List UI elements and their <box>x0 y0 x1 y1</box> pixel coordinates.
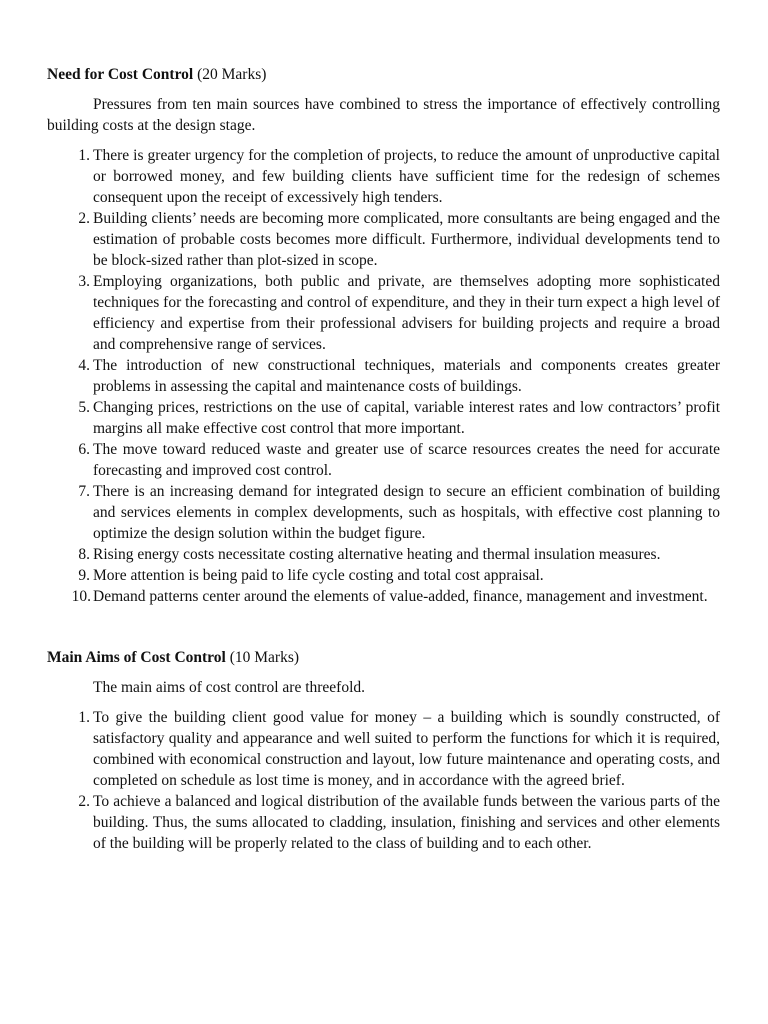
list-item <box>47 439 720 481</box>
list-item-number: 4. <box>78 357 90 374</box>
list-item-text: The introduction of new constructional techniques, materials and components creates greater problems in assessing the capital and maintenance costs of buildings. <box>93 357 720 395</box>
list-item-number: 1. <box>78 147 90 164</box>
list-item-text: Changing prices, restrictions on the use of capital, variable interest rates and low contractors’ profit margins all make effective cost control that more important. <box>93 399 720 437</box>
list-item <box>47 271 720 355</box>
list-item <box>47 481 720 544</box>
list-item <box>47 355 720 397</box>
list-item-text: Employing organizations, both public and private, are themselves adopting more sophisticated techniques for the forecasting and control of expenditure, and they in their turn expect a high level of efficiency and expertise from their professional advisers for building projects and require a broad and comprehensive range of services. <box>93 273 720 353</box>
list-item <box>47 145 720 208</box>
list-item-text: Building clients’ needs are becoming more complicated, more consultants are being engaged and the estimation of probable costs becomes more difficult. Furthermore, individual developments tend to be block-sized rather than plot-sized in scope. <box>93 210 720 269</box>
list-item-number: 8. <box>78 546 90 563</box>
list-item-text: There is greater urgency for the completion of projects, to reduce the amount of unproductive capital or borrowed money, and few building clients have sufficient time for the redesign of schemes consequent upon the receipt of excessively high tenders. <box>93 147 720 206</box>
list-item-text: To give the building client good value for money – a building which is soundly constructed, of satisfactory quality and appearance and well suited to perform the functions for which it is required, combined with economical construction and layout, low future maintenance and operating costs, and completed on schedule as lost time is money, and in accordance with the agreed brief. <box>93 709 720 789</box>
section-heading <box>47 647 720 668</box>
section-title: Main Aims of Cost Control <box>47 649 226 666</box>
list-item <box>47 397 720 439</box>
section-heading <box>47 64 720 85</box>
section-need-for-cost-control <box>47 64 720 607</box>
section-title: Need for Cost Control <box>47 66 194 83</box>
list-item-number: 5. <box>78 399 90 416</box>
list-item <box>47 791 720 854</box>
reasons-list <box>47 145 720 607</box>
list-item-number: 9. <box>78 567 90 584</box>
aims-list <box>47 707 720 854</box>
section-intro: Pressures from ten main sources have combined to stress the importance of effectively controlling building costs at the design stage. <box>47 96 720 134</box>
list-item-number: 2. <box>78 210 90 227</box>
section-main-aims-of-cost-control <box>47 647 720 854</box>
list-item-number: 1. <box>78 709 90 726</box>
list-item-text: More attention is being paid to life cycle costing and total cost appraisal. <box>93 567 544 584</box>
list-item-number: 2. <box>78 793 90 810</box>
list-item <box>47 707 720 791</box>
list-item <box>47 208 720 271</box>
list-item <box>47 586 720 607</box>
list-item-number: 6. <box>78 441 90 458</box>
list-item-text: There is an increasing demand for integrated design to secure an efficient combination of building and services elements in complex developments, such as hospitals, with effective cost planning to optimize the design solution within the budget figure. <box>93 483 720 542</box>
list-item-text: To achieve a balanced and logical distribution of the available funds between the various parts of the building. Thus, the sums allocated to cladding, insulation, finishing and services and other elements of the building will be properly related to the class of building and to each other. <box>93 793 720 852</box>
list-item <box>47 544 720 565</box>
list-item-number: 3. <box>78 273 90 290</box>
section-intro: The main aims of cost control are threefold. <box>93 679 366 696</box>
list-item <box>47 565 720 586</box>
list-item-number: 10. <box>71 588 91 605</box>
list-item-number: 7. <box>78 483 90 500</box>
list-item-text: The move toward reduced waste and greater use of scarce resources creates the need for accurate forecasting and improved cost control. <box>93 441 720 479</box>
section-marks: (20 Marks) <box>197 66 267 83</box>
section-marks: (10 Marks) <box>229 649 300 666</box>
list-item-text: Demand patterns center around the elements of value-added, finance, management and investment. <box>93 588 708 605</box>
list-item-text: Rising energy costs necessitate costing alternative heating and thermal insulation measures. <box>93 546 661 563</box>
